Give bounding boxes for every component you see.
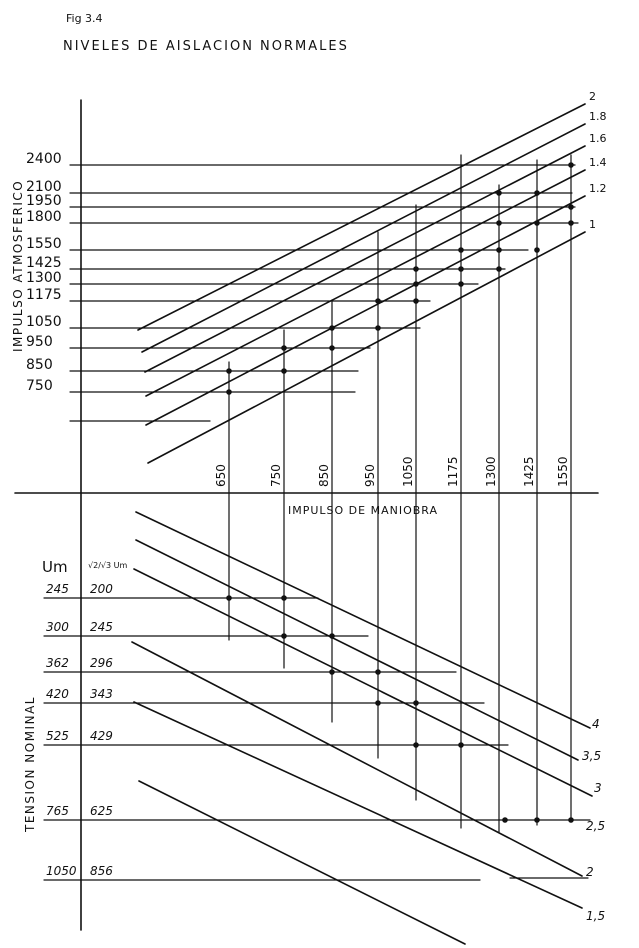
atmospheric-ratio-label: 1.8 [589, 110, 607, 123]
intersection-dot [226, 368, 232, 374]
intersection-dot [413, 281, 419, 287]
switching-level-label: 750 [269, 464, 283, 487]
atmospheric-level-label: 2100 [26, 179, 62, 195]
switching-level-label: 1050 [401, 456, 415, 487]
intersection-dot [329, 345, 335, 351]
um2-header: √2/√3 Um [88, 561, 128, 570]
atmospheric-level-label: 1175 [26, 287, 62, 303]
nominal-um2-value: 856 [90, 864, 113, 878]
nominal-um-value: 362 [46, 656, 69, 670]
nominal-um-value: 1050 [46, 864, 77, 878]
atmospheric-level-label: 1800 [26, 209, 62, 225]
nominal-ratio-line [132, 642, 582, 876]
nominal-voltage-label: TENSION NOMINAL [23, 696, 37, 832]
intersection-dot [458, 281, 464, 287]
nominal-ratio-label: 2 [586, 865, 594, 879]
nominal-um2-value: 625 [90, 804, 113, 818]
atmospheric-ratio-line [142, 124, 585, 352]
intersection-dot [496, 190, 502, 196]
nominal-um2-value: 343 [90, 687, 113, 701]
lower-grid [44, 512, 605, 944]
switching-level-label: 1175 [446, 456, 460, 487]
intersection-dot [281, 595, 287, 601]
figure-title: NIVELES DE AISLACION NORMALES [63, 39, 349, 54]
nominal-um-value: 765 [46, 804, 69, 818]
intersection-dot [534, 247, 540, 253]
atmospheric-level-label: 1050 [26, 314, 62, 330]
nominal-ratio-label: 1,5 [586, 909, 606, 923]
nominal-um2-value: 429 [90, 729, 113, 743]
intersection-dot [496, 247, 502, 253]
intersection-dot [226, 595, 232, 601]
atmospheric-ratio-label: 1.2 [589, 182, 607, 195]
intersection-dot [281, 368, 287, 374]
atmospheric-level-label: 1550 [26, 236, 62, 252]
intersection-dot [496, 220, 502, 226]
figure-label: Fig 3.4 [66, 12, 103, 25]
atmospheric-ratio-line [145, 146, 585, 372]
intersection-dot [329, 633, 335, 639]
intersection-dot [413, 266, 419, 272]
atmospheric-level-label: 1950 [26, 193, 62, 209]
switching-level-label: 850 [317, 464, 331, 487]
atmospheric-level-label: 1425 [26, 255, 62, 271]
nominal-ratio-line [136, 512, 590, 728]
nominal-um2-value: 245 [90, 620, 113, 634]
intersection-dot [281, 633, 287, 639]
intersection-dot [534, 220, 540, 226]
switching-impulse-label: IMPULSO DE MANIOBRA [288, 504, 439, 517]
switching-level-label: 950 [363, 464, 377, 487]
atmospheric-ratio-line [146, 196, 585, 425]
nominal-um-value: 525 [46, 729, 69, 743]
atmospheric-ratio-line [138, 104, 585, 330]
atmospheric-ratio-label: 1.4 [589, 156, 607, 169]
intersection-dot [413, 700, 419, 706]
intersection-dot [458, 266, 464, 272]
nominal-ratio-label: 4 [592, 717, 600, 731]
intersection-dot [568, 220, 574, 226]
intersection-dot [534, 817, 540, 823]
switching-level-label: 1425 [522, 456, 536, 487]
atmospheric-ratio-label: 2 [589, 90, 596, 103]
intersection-dot [502, 817, 508, 823]
intersection-dot [568, 204, 574, 210]
intersection-dot [329, 325, 335, 331]
atmospheric-level-label: 850 [26, 357, 53, 373]
intersection-dot [458, 247, 464, 253]
nominal-ratio-line [136, 540, 578, 760]
atmospheric-level-label: 2400 [26, 151, 62, 167]
atmospheric-ratio-label: 1.6 [589, 132, 607, 145]
intersection-dot [496, 266, 502, 272]
upper-grid [26, 90, 607, 463]
intersection-dot [375, 298, 381, 304]
atmospheric-impulse-label: IMPULSO ATMOSFERICO [11, 179, 25, 352]
nominal-ratio-label: 2,5 [586, 819, 606, 833]
switching-level-label: 650 [214, 464, 228, 487]
intersection-dot [375, 325, 381, 331]
atmospheric-ratio-line [146, 170, 585, 396]
nominal-ratio-label: 3 [594, 781, 602, 795]
nominal-um-value: 300 [46, 620, 69, 634]
intersection-dot [568, 817, 574, 823]
nominal-ratio-label: 3,5 [582, 749, 602, 763]
um-header: Um [42, 558, 68, 576]
atmospheric-level-label: 950 [26, 334, 53, 350]
atmospheric-level-label: 1300 [26, 270, 62, 286]
nominal-um2-value: 200 [90, 582, 113, 596]
intersection-dot [375, 669, 381, 675]
nominal-um-value: 420 [46, 687, 69, 701]
intersection-dot [458, 742, 464, 748]
nominal-um-value: 245 [46, 582, 69, 596]
intersection-dot [413, 298, 419, 304]
switching-level-label: 1300 [484, 456, 498, 487]
nominal-ratio-line [134, 702, 582, 908]
intersection-dot [568, 162, 574, 168]
nominal-um2-value: 296 [90, 656, 113, 670]
intersection-dot [534, 190, 540, 196]
atmospheric-ratio-label: 1 [589, 218, 596, 231]
switching-level-label: 1550 [556, 456, 570, 487]
intersection-dot [329, 669, 335, 675]
atmospheric-level-label: 750 [26, 378, 53, 394]
intersection-dot [226, 389, 232, 395]
intersection-dot [281, 345, 287, 351]
intersection-dot [413, 742, 419, 748]
intersection-dot [375, 700, 381, 706]
nominal-ratio-line [139, 781, 465, 944]
